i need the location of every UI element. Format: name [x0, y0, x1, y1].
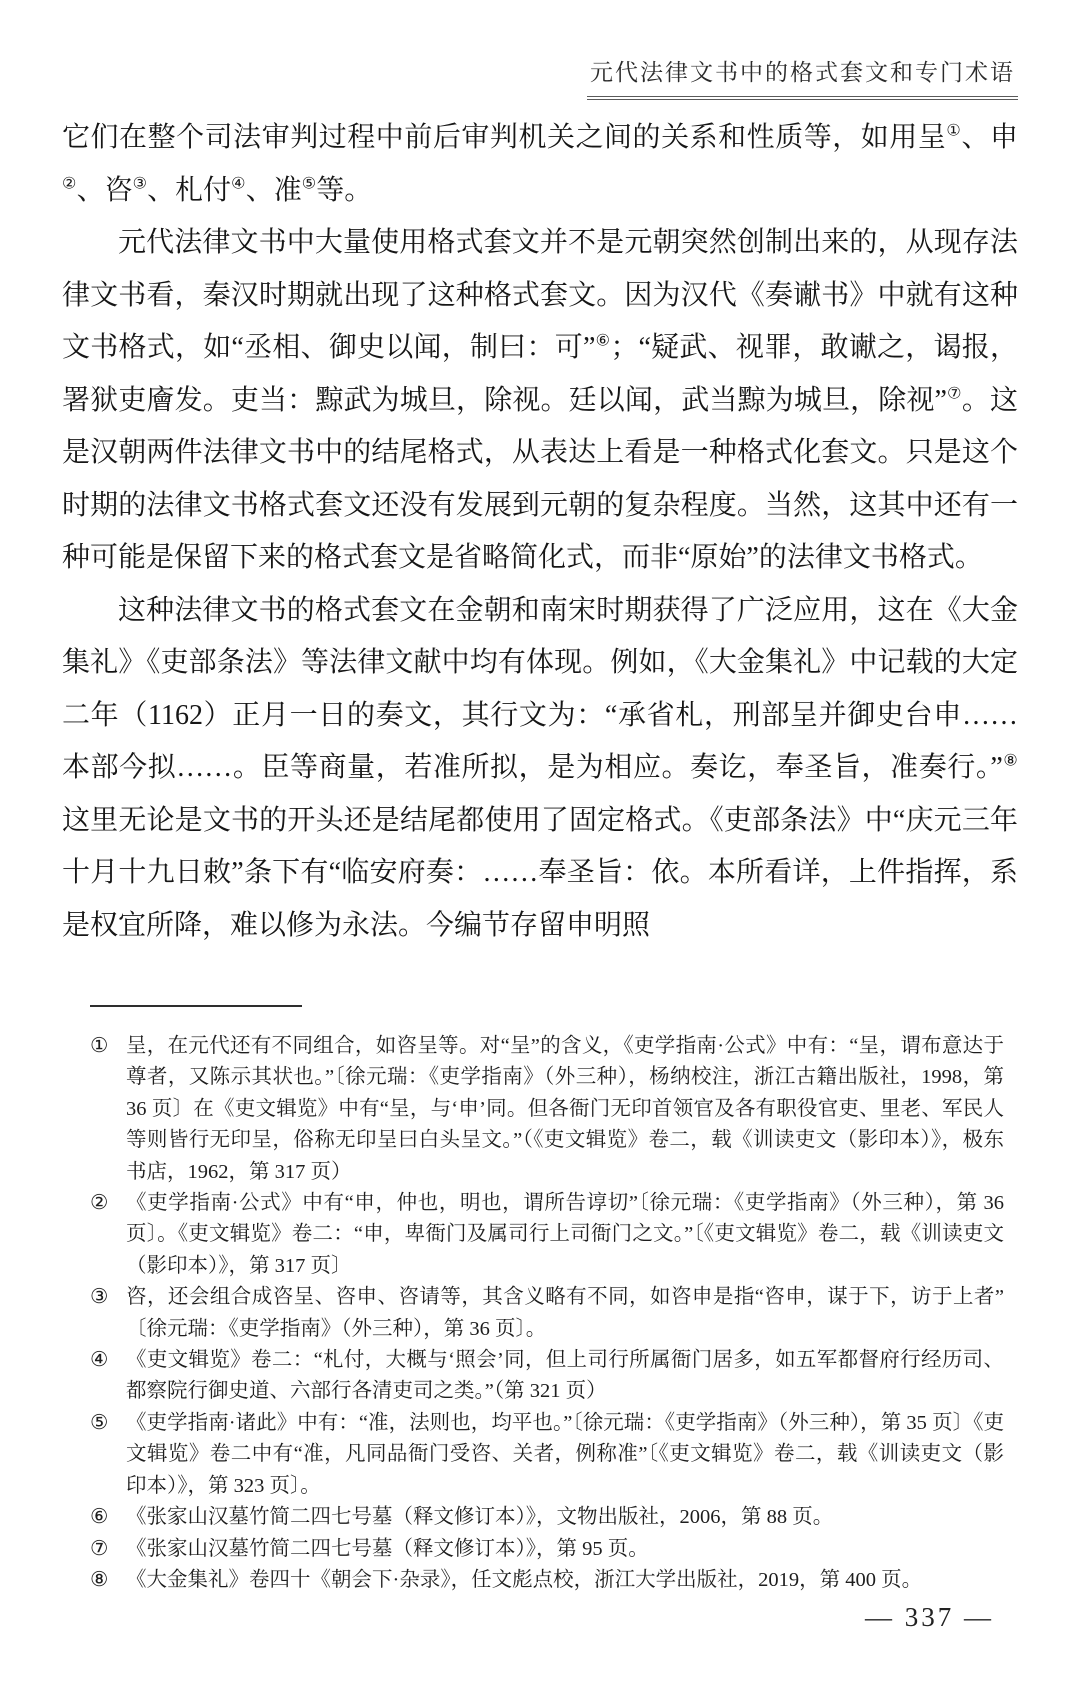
footnote-text: 呈，在元代还有不同组合，如咨呈等。对“呈”的含义，《吏学指南·公式》中有：“呈，谓布意达于尊者，又陈示其状也。”〔徐元瑞：《吏学指南》（外三种），杨纳校注，浙江古籍出版社，1998，第 36 页〕在《吏文辑览》中有“呈，与‘申’同。但各衙门无印首领官及各有职役官吏、里老、军民人等则皆行无印呈，俗称无印呈曰白头呈文。”（《吏文辑览》卷二，载《训读吏文（影印本）》，极东书店，1962，第 317 页）	[126, 1035, 1004, 1183]
footnote-text: 《吏文辑览》卷二：“札付，大概与‘照会’同，但上司行所属衙门居多，如五军都督府行经历司、都察院行御史道、六部行各清吏司之类。”（第 321 页）	[126, 1349, 1004, 1403]
footnote-marker: ①	[90, 1035, 109, 1057]
footnote-marker: ②	[90, 1192, 109, 1215]
footnote-ref: ⑥	[595, 331, 611, 350]
footnote-item	[90, 1031, 1004, 1188]
footnote-marker: ⑥	[90, 1506, 109, 1529]
footnote-item	[90, 1408, 1004, 1502]
running-header-title: 元代法律文书中的格式套文和专门术语	[587, 54, 1018, 100]
footnote-marker: ③	[90, 1286, 109, 1309]
footnote-item	[90, 1502, 1004, 1533]
footnote-ref: ②	[62, 174, 77, 193]
body-paragraph: 这种法律文书的格式套文在金朝和南宋时期获得了广泛应用，这在《大金集礼》《吏部条法》等法律文献中均有体现。例如，《大金集礼》中记载的大定二年（1162）正月一日的奏文，其行文为：“承省札，刑部呈并御史台申……本部今拟……。臣等商量，若准所拟，是为相应。奏讫，奉圣旨，准奏行。”⑧ 这里无论是文书的开头还是结尾都使用了固定格式。《吏部条法》中“庆元三年十月十九日敕”条下有“临安府奏：……奉圣旨：依。本所看详，上件指挥，系是权宜所降，难以修为永法。今编节存留申明照	[62, 594, 1018, 941]
footnote-text: 《大金集礼》卷四十《朝会下·杂录》，任文彪点校，浙江大学出版社，2019，第 400 页。	[126, 1568, 923, 1591]
footnote-ref: ⑧	[1002, 751, 1018, 770]
footnote-text: 《吏学指南·公式》中有“申，仲也，明也，谓所告谆切”〔徐元瑞：《吏学指南》（外三种），第 36 页〕。《吏文辑览》卷二：“申，卑衙门及属司行上司衙门之文。”〔《吏文辑览》卷二，载《训读吏文（影印本）》，第 317 页〕	[126, 1192, 1004, 1277]
body-paragraph: 它们在整个司法审判过程中前后审判机关之间的关系和性质等，如用呈①、申②、咨③、札付④、准⑤等。	[62, 121, 1018, 206]
page-number: — 337 —	[865, 1602, 994, 1632]
footnote-text: 《张家山汉墓竹简二四七号墓（释文修订本）》，第 95 页。	[126, 1537, 649, 1560]
footnote-item	[90, 1565, 1004, 1596]
footnote-text: 咨，还会组合成咨呈、咨申、咨请等，其含义略有不同，如咨申是指“咨申，谋于下，访于上者”〔徐元瑞：《吏学指南》（外三种），第 36 页〕。	[126, 1286, 1004, 1340]
running-header	[587, 54, 1018, 100]
footnote-marker: ④	[90, 1349, 109, 1372]
footnote-item	[90, 1188, 1004, 1282]
footnote-ref: ⑤	[301, 174, 317, 193]
footnote-marker: ⑧	[90, 1568, 109, 1591]
footnote-marker: ⑦	[90, 1537, 109, 1560]
footnote-item	[90, 1345, 1004, 1408]
footnote-ref: ④	[231, 174, 246, 193]
footnote-item	[90, 1282, 1004, 1345]
footnote-text: 《吏学指南·诸此》中有：“准，法则也，均平也。”〔徐元瑞：《吏学指南》（外三种），第 35 页〕《吏文辑览》卷二中有“准，凡同品衙门受咨、关者，例称准”〔《吏文辑览》卷二，载《训读吏文（影印本）》，第 323 页〕。	[126, 1411, 1004, 1497]
footnote-ref: ⑦	[946, 384, 962, 403]
body-paragraph: 元代法律文书中大量使用格式套文并不是元朝突然创制出来的，从现存法律文书看，秦汉时期就出现了这种格式套文。因为汉代《奏谳书》中就有这种文书格式，如“丞相、御史以闻，制曰：可”⑥；“疑武、视罪，敢谳之，谒报，署狱吏廥发。吏当：黥武为城旦，除视。廷以闻，武当黥为城旦，除视”⑦。这是汉朝两件法律文书中的结尾格式，从表达上看是一种格式化套文。只是这个时期的法律文书格式套文还没有发展到元朝的复杂程度。当然，这其中还有一种可能是保留下来的格式套文是省略简化式，而非“原始”的法律文书格式。	[62, 227, 1019, 573]
footnote-item	[90, 1534, 1004, 1565]
footnote-ref: ①	[946, 121, 962, 140]
footnote-separator-rule	[90, 1005, 302, 1007]
footnote-text: 《张家山汉墓竹简二四七号墓（释文修订本）》，文物出版社，2006，第 88 页。	[126, 1506, 834, 1529]
footnote-ref: ③	[132, 174, 148, 193]
main-text	[62, 112, 1018, 952]
footnotes-section	[90, 1005, 1004, 1596]
footnote-marker: ⑤	[90, 1411, 109, 1434]
